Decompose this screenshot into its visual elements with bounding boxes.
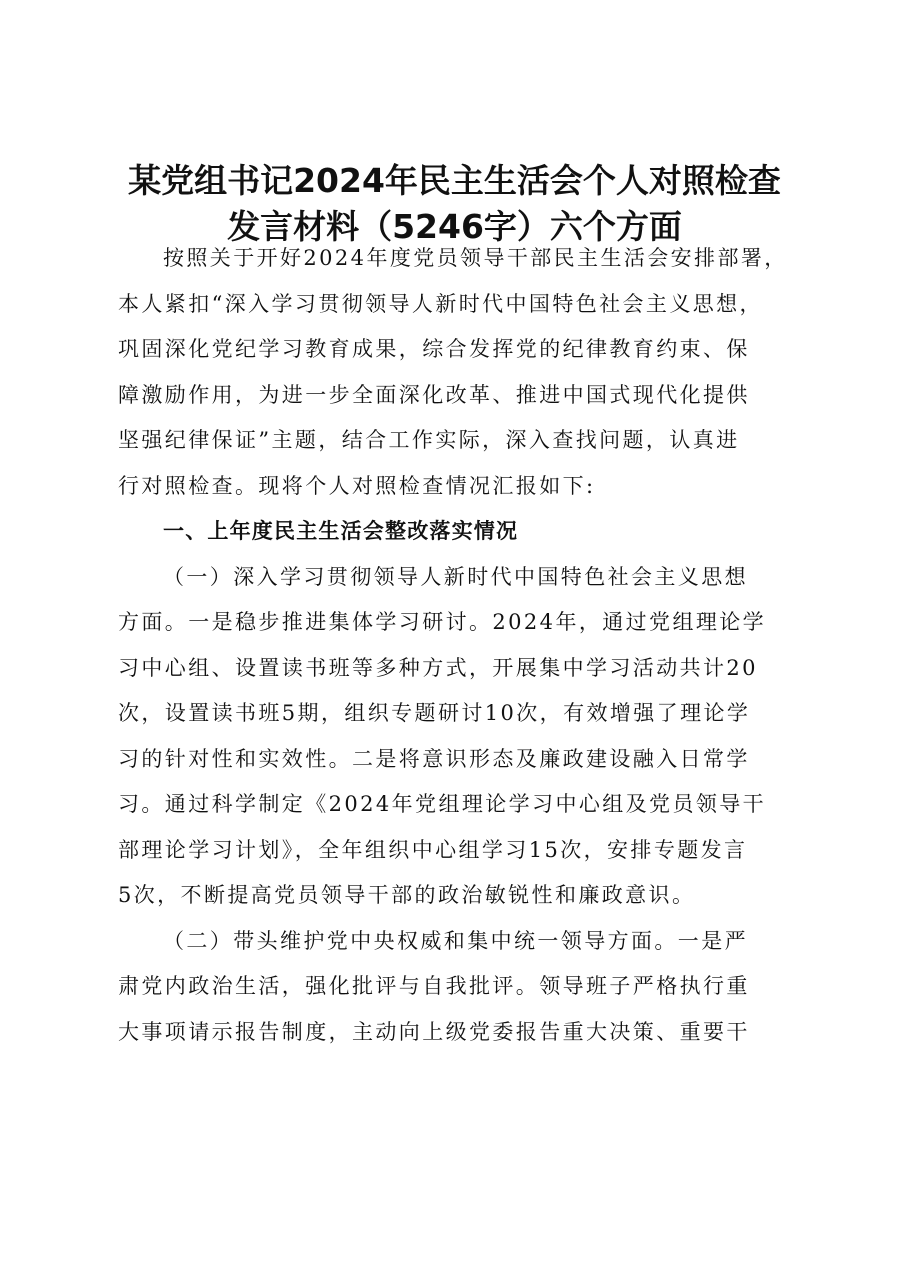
- section-heading: 一、上年度民主生活会整改落实情况: [163, 519, 519, 543]
- body-line: 5次，不断提高党员领导干部的政治敏锐性和廉政意识。: [118, 883, 696, 907]
- body-line: 习。通过科学制定《2024年党组理论学习中心组及党员领导干: [118, 792, 767, 816]
- body-line: 肃党内政治生活，强化批评与自我批评。领导班子严格执行重: [118, 974, 750, 998]
- document-body: [118, 236, 798, 1055]
- body-line: （一）深入学习贯彻领导人新时代中国特色社会主义思想: [163, 564, 748, 589]
- body-line: 行对照检查。现将个人对照检查情况汇报如下:: [118, 473, 596, 498]
- body-line: 次，设置读书班5期，组织专题研讨10次，有效增强了理论学: [118, 701, 751, 725]
- body-line: 大事项请示报告制度，主动向上级党委报告重大决策、重要干: [118, 1019, 750, 1044]
- body-line: 部理论学习计划》，全年组织中心组学习15次，安排专题发言: [118, 837, 748, 862]
- body-line: 方面。一是稳步推进集体学习研讨。2024年，通过党组理论学: [118, 610, 767, 634]
- body-line: 习中心组、设置读书班等多种方式，开展集中学习活动共计20: [118, 655, 758, 680]
- body-line: （二）带头维护党中央权威和集中统一领导方面。一是严: [163, 928, 748, 953]
- body-line: 习的针对性和实效性。二是将意识形态及廉政建设融入日常学: [118, 746, 750, 771]
- body-line: 障激励作用，为进一步全面深化改革、推进中国式现代化提供: [118, 382, 750, 407]
- body-line: 巩固深化党纪学习教育成果，综合发挥党的纪律教育约束、保: [118, 337, 750, 361]
- body-line: 本人紧扣“深入学习贯彻领导人新时代中国特色社会主义思想，: [118, 291, 763, 316]
- body-line: 坚强纪律保证”主题，结合工作实际，深入查找问题，认真进: [118, 428, 740, 452]
- title-line-2: 发言材料（5246字）六个方面: [227, 207, 682, 246]
- body-line: 按照关于开好2024年度党员领导干部民主生活会安排部署，: [163, 246, 788, 270]
- title-line-1: 某党组书记2024年民主生活会个人对照检查: [128, 161, 781, 200]
